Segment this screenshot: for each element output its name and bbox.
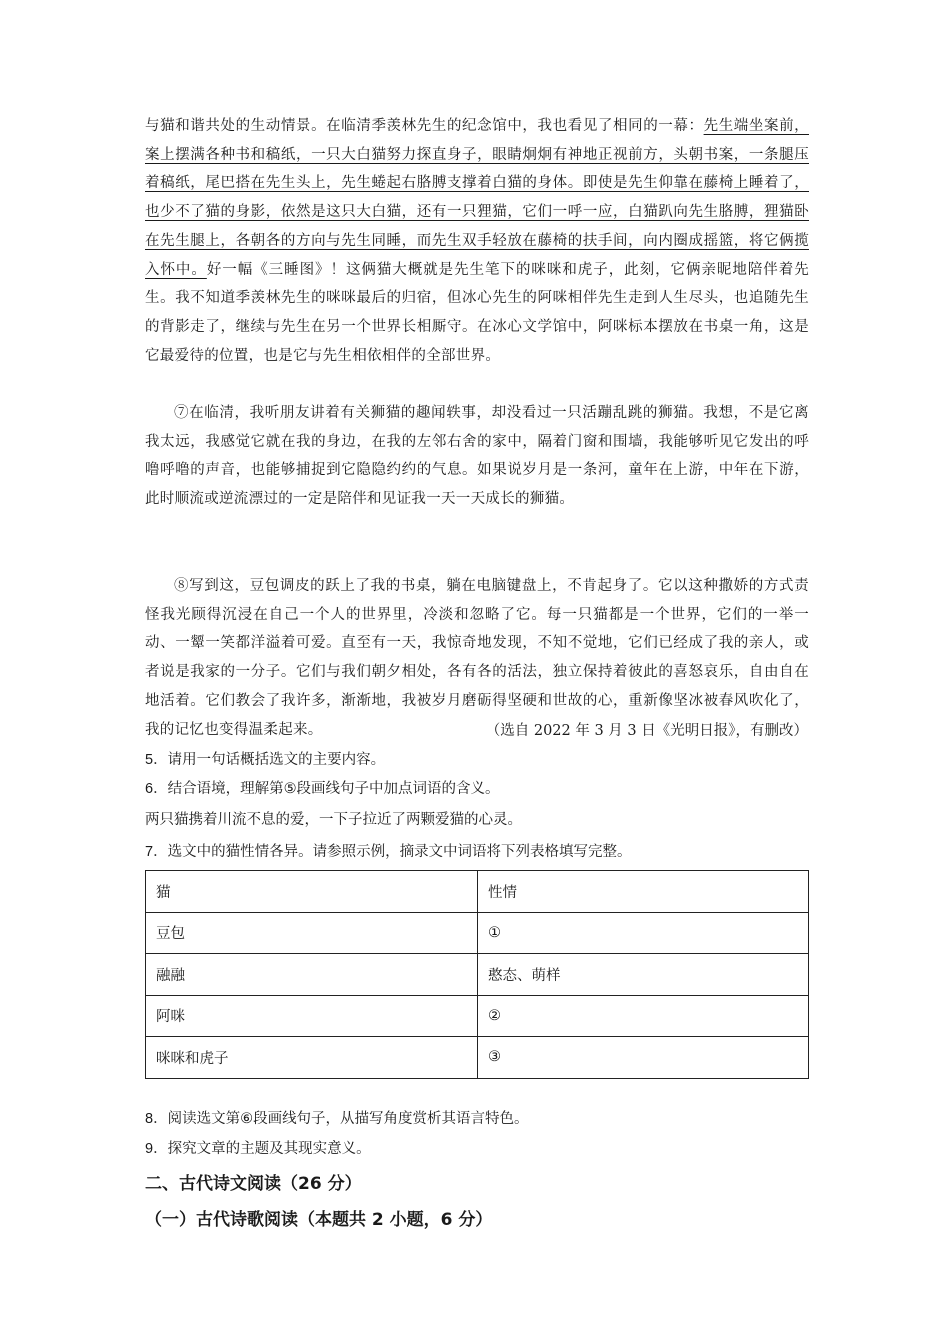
question-8: 8．阅读选文第⑥段画线句子，从描写角度赏析其语言特色。: [145, 1111, 529, 1127]
paragraph-7: ⑦在临清，我听朋友讲着有关狮猫的趣闻轶事，却没看过一只活蹦乱跳的狮猫。我想，不是它离我太远，我感觉它就在我的身边，在我的左邻右舍的家中，隔着门窗和围墙，我能够听见它发出的呼噜呼噜的声音，也能够捕捉到它隐隐约约的气息。如果说岁月是一条河，童年在上游，中年在下游，此时顺流或逆流漂过的一定是陪伴和见证我一天一天成长的狮猫。: [145, 405, 809, 508]
question-5: 5．请用一句话概括选文的主要内容。: [145, 752, 386, 768]
table-header-cell: 性情: [478, 871, 809, 913]
paragraph-8: ⑧写到这，豆包调皮的跃上了我的书桌，躺在电脑键盘上，不肯起身了。它以这种撒娇的方式责怪我光顾得沉浸在自己一个人的世界里，冷淡和忽略了它。每一只猫都是一个世界，它们的一举一动、一颦一笑都洋溢着可爱。直至有一天，我惊奇地发现，不知不觉地，它们已经成了我的亲人，或者说是我家的一分子。它们与我们朝夕相处，各有各的活法，独立保持着彼此的喜怒哀乐，自由自在地活着。它们教会了我许多，渐渐地，我被岁月磨砺得坚硬和世故的心，重新像坚冰被春风吹化了，我的记忆也变得温柔起来。: [145, 578, 809, 738]
question-7: 7．选文中的猫性情各异。请参照示例，摘录文中词语将下列表格填写完整。: [145, 844, 632, 860]
table-cell: 咪咪和虎子: [146, 1037, 478, 1079]
table-cell: ②: [478, 995, 809, 1037]
table-row: [146, 1037, 809, 1079]
paragraph-6: [145, 112, 809, 370]
table-header-cell: 猫: [146, 871, 478, 913]
source-citation: （选自 2022 年 3 月 3 日《光明日报》，有删改）: [485, 723, 808, 739]
question-9: 9．探究文章的主题及其现实意义。: [145, 1141, 371, 1157]
table-row: [146, 954, 809, 996]
paragraph-6-rest: 好一幅《三睡图》！这俩猫大概就是先生笔下的咪咪和虎子，此刻，它俩亲昵地陪伴着先生。我不知道季羡林先生的咪咪最后的归宿，但冰心先生的阿咪相伴先生走到人生尽头，也追随先生的背影走了，继续与先生在另一个世界长相厮守。在冰心文学馆中，阿咪标本摆放在书桌一角，这是它最爱待的位置，也是它与先生相依相伴的全部世界。: [145, 261, 809, 364]
question-6-sentence: 两只猫携着川流不息的爱，一下子拉近了两颗爱猫的心灵。: [145, 812, 522, 828]
table-cell: 憨态、萌样: [478, 954, 809, 996]
table-cell: ③: [478, 1037, 809, 1079]
section-heading-part2: 二、古代诗文阅读（26 分）: [145, 1174, 362, 1194]
underlined-sentence: 先生端坐案前，案上摆满各种书和稿纸，一只大白猫努力探直身子，眼睛炯炯有神地正视前方，头朝书案，一条腿压着稿纸，尾巴搭在先生头上，先生蜷起右胳膊支撑着白猫的身体。即使是先生仰靠在藤椅上睡着了，也少不了猫的身影，依然是这只大白猫，还有一只狸猫，它们一呼一应，白猫趴向先生胳膊，狸猫卧在先生腿上，各朝各的方向与先生同睡，而先生双手轻放在藤椅的扶手间，向内圈成摇篮，将它俩揽入怀中。: [145, 118, 809, 278]
table-header-row: [146, 871, 809, 913]
question-6: 6．结合语境，理解第⑤段画线句子中加点词语的含义。: [145, 781, 500, 797]
table-cell: ①: [478, 912, 809, 954]
table-cell: 阿咪: [146, 995, 478, 1037]
cat-temperament-table: [145, 870, 809, 1079]
table-cell: 融融: [146, 954, 478, 996]
table-row: [146, 912, 809, 954]
section-subheading-poetry: （一）古代诗歌阅读（本题共 2 小题，6 分）: [145, 1210, 493, 1230]
paragraph-6-intro: 与猫和谐共处的生动情景。在临清季羡林先生的纪念馆中，我也看见了相同的一幕：: [145, 118, 704, 134]
table-row: [146, 995, 809, 1037]
table-cell: 豆包: [146, 912, 478, 954]
